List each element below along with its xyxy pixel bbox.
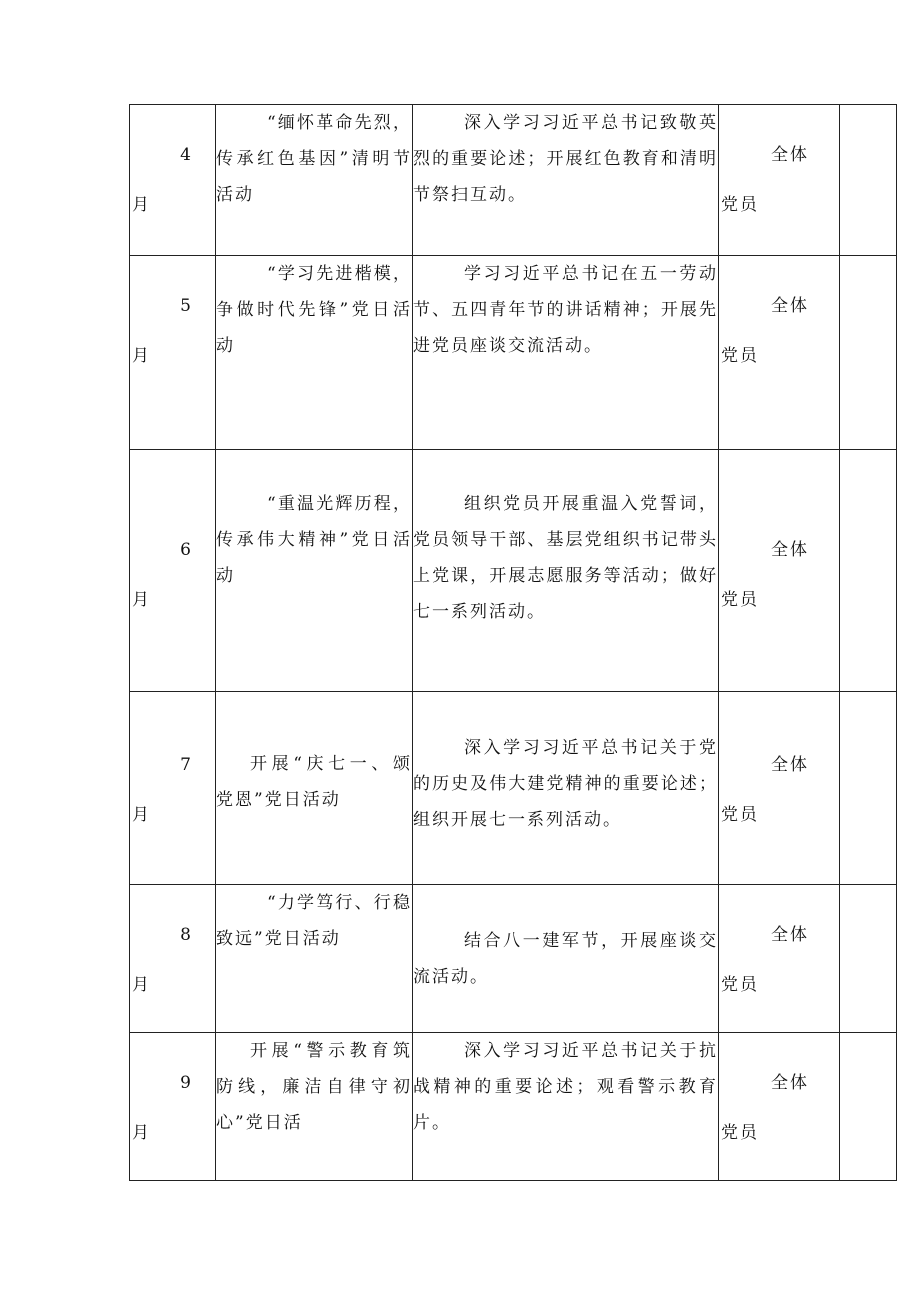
month-unit: 月 [132,805,151,825]
participants-cell [719,885,840,1033]
month-cell [130,885,216,1033]
activity-content: 结合八一建军节，开展座谈交流活动。 [413,931,718,987]
activity-theme: 开展“警示教育筑防线，廉洁自律守初心”党日活 [216,1041,412,1133]
content-cell [413,885,719,1033]
note-cell [840,256,897,450]
activity-theme: “学习先进楷模，争做时代先锋”党日活动 [216,264,412,356]
participants-cell [719,1033,840,1181]
participants-cell [719,256,840,450]
participants-cell [719,450,840,692]
note-cell [840,1033,897,1181]
month-cell [130,256,216,450]
month-cell [130,105,216,256]
content-cell [413,256,719,450]
activity-theme: “力学笃行、行稳致远”党日活动 [216,893,412,949]
month-number: 8 [180,925,193,945]
content-cell [413,105,719,256]
content-cell [413,450,719,692]
activity-schedule-table [129,104,897,1181]
participants-line2: 党员 [721,975,759,995]
table-row [130,256,897,450]
month-number: 4 [180,145,193,165]
participants-line1: 全体 [771,925,809,945]
participants-cell [719,692,840,885]
content-cell [413,1033,719,1181]
theme-cell [216,692,413,885]
activity-content: 组织党员开展重温入党誓词，党员领导干部、基层党组织书记带头上党课，开展志愿服务等活动；做好七一系列活动。 [413,494,718,622]
table-row [130,1033,897,1181]
month-number: 5 [180,296,193,316]
note-cell [840,885,897,1033]
participants-line2: 党员 [721,1123,759,1143]
activity-theme: 开展“庆七一、颂党恩”党日活动 [216,754,412,810]
month-unit: 月 [132,346,151,366]
table-row [130,885,897,1033]
month-number: 9 [180,1073,193,1093]
participants-cell [719,105,840,256]
theme-cell [216,1033,413,1181]
month-number: 6 [180,540,193,560]
note-cell [840,450,897,692]
table-row [130,692,897,885]
activity-theme: “重温光辉历程，传承伟大精神”党日活动 [216,494,412,586]
activity-content: 学习习近平总书记在五一劳动节、五四青年节的讲话精神；开展先进党员座谈交流活动。 [413,264,718,356]
participants-line2: 党员 [721,195,759,215]
theme-cell [216,105,413,256]
note-cell [840,692,897,885]
table-row [130,450,897,692]
theme-cell [216,450,413,692]
participants-line2: 党员 [721,590,759,610]
content-cell [413,692,719,885]
participants-line1: 全体 [771,145,809,165]
participants-line2: 党员 [721,805,759,825]
theme-cell [216,885,413,1033]
participants-line2: 党员 [721,346,759,366]
month-number: 7 [180,755,193,775]
activity-theme: “缅怀革命先烈，传承红色基因”清明节活动 [216,113,412,205]
participants-line1: 全体 [771,540,809,560]
month-cell [130,692,216,885]
month-cell [130,450,216,692]
table-row [130,105,897,256]
month-cell [130,1033,216,1181]
note-cell [840,105,897,256]
month-unit: 月 [132,590,151,610]
activity-content: 深入学习习近平总书记关于抗战精神的重要论述；观看警示教育片。 [413,1041,718,1133]
month-unit: 月 [132,975,151,995]
month-unit: 月 [132,1123,151,1143]
participants-line1: 全体 [771,296,809,316]
activity-content: 深入学习习近平总书记关于党的历史及伟大建党精神的重要论述；组织开展七一系列活动。 [413,738,718,830]
participants-line1: 全体 [771,1073,809,1093]
activity-content: 深入学习习近平总书记致敬英烈的重要论述；开展红色教育和清明节祭扫互动。 [413,113,718,205]
participants-line1: 全体 [771,755,809,775]
theme-cell [216,256,413,450]
month-unit: 月 [132,195,151,215]
